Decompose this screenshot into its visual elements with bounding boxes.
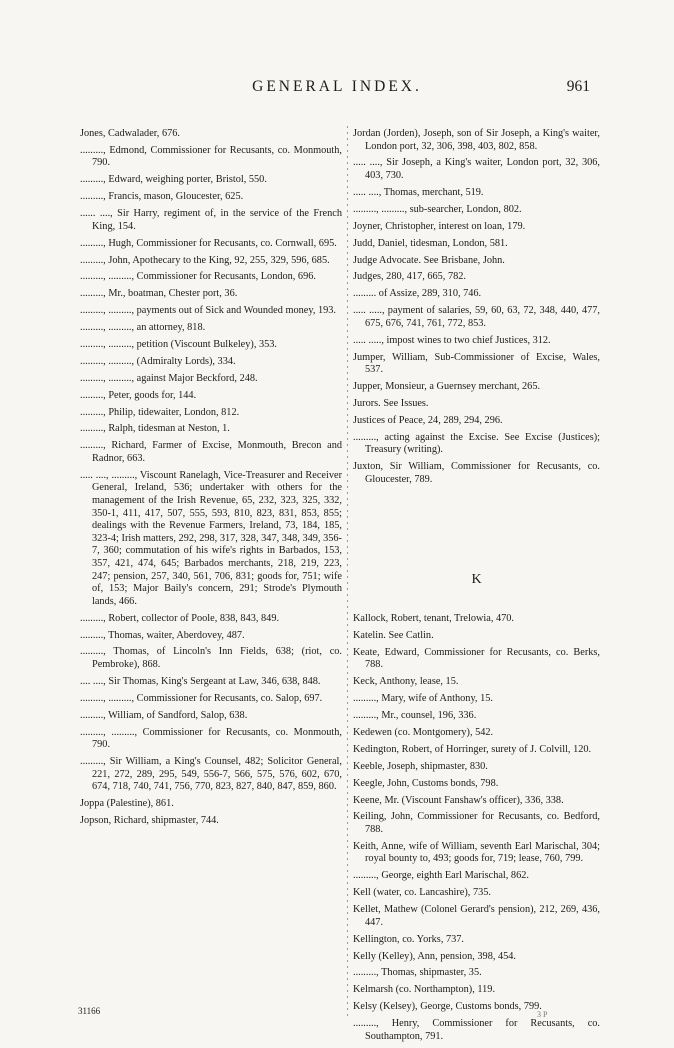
index-entry: Jones, Cadwalader, 676. bbox=[80, 128, 180, 139]
index-entry: ........., ........., payments out of Sick and Wounded money, 193. bbox=[80, 305, 336, 317]
index-entry: Joyner, Christopher, interest on loan, 179. bbox=[353, 220, 526, 232]
index-entry: ..... ...., Thomas, merchant, 519. bbox=[353, 186, 484, 198]
index-entry: ........., ........., Commissioner for Recusants, co. Salop, 697. bbox=[80, 692, 323, 704]
index-entry: Kellet, Mathew (Colonel Gerard's pension), 212, 269, 436, 447. bbox=[353, 904, 600, 928]
index-entry: ........., ........., petition (Viscount Bulkeley), 353. bbox=[80, 338, 278, 350]
index-entry: ........., Mr., counsel, 196, 336. bbox=[353, 710, 477, 722]
index-entry: Jurors. See Issues. bbox=[353, 397, 429, 409]
index-entry: Kelmarsh (co. Northampton), 119. bbox=[353, 984, 496, 996]
index-entry: ........., Richard, Farmer of Excise, Monmouth, Brecon and Radnor, 663. bbox=[80, 440, 342, 464]
index-entry: Jopson, Richard, shipmaster, 744. bbox=[80, 815, 219, 827]
page-number: 961 bbox=[566, 78, 590, 95]
index-entry: ........., ........., against Major Beckford, 248. bbox=[80, 372, 258, 384]
index-entry: ........., Sir William, a King's Counsel, 482; Solicitor General, 221, 272, 289, 295, 549, 556-7, 566, 575, 576, 602, 670, 674, 718, 740, 741, 756, 770, 823, 827, 840, 847, 859, 860. bbox=[80, 756, 342, 793]
index-entry: Keate, Edward, Commissioner for Recusants, co. Berks, 788. bbox=[353, 646, 600, 671]
index-entry: Kedington, Robert, of Horringer, surety of J. Colvill, 120. bbox=[353, 743, 592, 755]
left-column bbox=[80, 128, 342, 832]
index-entry: Kedewen (co. Montgomery), 542. bbox=[353, 726, 494, 738]
j-entries bbox=[353, 128, 600, 486]
index-entry: Keith, Anne, wife of William, seventh Earl Marischal, 304; royal bounty to, 493; goods for, 719; lease, 760, 799. bbox=[353, 840, 600, 865]
page-title: GENERAL INDEX. bbox=[252, 78, 422, 95]
index-entry: ........., ........., Commissioner for Recusants, London, 696. bbox=[80, 271, 316, 283]
index-entry: ........., Ralph, tidesman at Neston, 1. bbox=[80, 423, 230, 435]
index-entry: ........., Robert, collector of Poole, 838, 843, 849. bbox=[80, 612, 280, 624]
index-entry: ........., John, Apothecary to the King, 92, 255, 329, 596, 685. bbox=[80, 254, 330, 266]
index-entry: ........., acting against the Excise. See Excise (Justices); Treasury (writing). bbox=[353, 431, 600, 456]
index-entry: Justices of Peace, 24, 289, 294, 296. bbox=[353, 414, 503, 426]
index-entry: Juxton, Sir William, Commissioner for Recusants, co. Gloucester, 789. bbox=[353, 461, 600, 485]
index-entry: Joppa (Palestine), 861. bbox=[80, 798, 174, 810]
index-entry: ........., Philip, tidewaiter, London, 812. bbox=[80, 406, 240, 418]
index-entry: ........., ........., Commissioner for Recusants, co. Monmouth, 790. bbox=[80, 726, 342, 751]
index-entry: ........., Edmond, Commissioner for Recusants, co. Monmouth, 790. bbox=[80, 144, 342, 169]
index-entry: ......... of Assize, 289, 310, 746. bbox=[353, 288, 482, 300]
index-entry: ........., Mr., boatman, Chester port, 36. bbox=[80, 288, 238, 300]
index-entry: Kellington, co. Yorks, 737. bbox=[353, 933, 464, 945]
index-entry: Keck, Anthony, lease, 15. bbox=[353, 676, 459, 688]
index-entry: ..... ....., payment of salaries, 59, 60, 63, 72, 348, 440, 477, 675, 676, 741, 761, 772, 853. bbox=[353, 305, 600, 329]
index-entry: ........., Thomas, waiter, Aberdovey, 487. bbox=[80, 629, 245, 641]
index-entry: ........., ........., an attorney, 818. bbox=[80, 322, 206, 334]
index-entry: Kelly (Kelley), Ann, pension, 398, 454. bbox=[353, 950, 517, 962]
index-entry: Kell (water, co. Lancashire), 735. bbox=[353, 887, 491, 899]
index-entry: Keegle, John, Customs bonds, 798. bbox=[353, 777, 499, 789]
index-entry: ........., Edward, weighing porter, Bristol, 550. bbox=[80, 174, 267, 186]
index-entry: Keiling, John, Commissioner for Recusants, co. Bedford, 788. bbox=[353, 811, 600, 835]
index-entry: Katelin. See Catlin. bbox=[353, 629, 434, 641]
column-divider bbox=[347, 126, 348, 1016]
index-entry: ........., ........., sub-searcher, London, 802. bbox=[353, 203, 522, 215]
index-entry: ........., Mary, wife of Anthony, 15. bbox=[353, 693, 493, 705]
index-entry: ........., ........., (Admiralty Lords), 334. bbox=[80, 355, 236, 367]
page-header bbox=[0, 78, 674, 102]
index-entry: Keeble, Joseph, shipmaster, 830. bbox=[353, 760, 488, 772]
index-entry: Kallock, Robert, tenant, Trelowia, 470. bbox=[353, 613, 515, 624]
right-column bbox=[353, 128, 600, 1048]
index-entry: ...... ...., Sir Harry, regiment of, in the service of the French King, 154. bbox=[80, 208, 342, 232]
section-letter-k: K bbox=[471, 572, 482, 588]
footer-code: 31166 bbox=[78, 1006, 101, 1016]
index-entry: Keene, Mr. (Viscount Fanshaw's officer), 336, 338. bbox=[353, 794, 564, 806]
index-entry: Kelsy (Kelsey), George, Customs bonds, 799. bbox=[353, 1001, 542, 1013]
index-entry: ........., Thomas, shipmaster, 35. bbox=[353, 967, 482, 979]
index-entry: ........., George, eighth Earl Marischal, 862. bbox=[353, 870, 529, 882]
footer-signature: 3 P bbox=[537, 1010, 548, 1019]
index-entry: Judges, 280, 417, 665, 782. bbox=[353, 271, 466, 283]
index-entry: ........., Henry, Commissioner for Recusants, co. Southampton, 791. bbox=[353, 1018, 600, 1042]
index-entry: Jupper, Monsieur, a Guernsey merchant, 265. bbox=[353, 381, 541, 393]
index-entry: ..... ...., ........., Viscount Ranelagh, Vice-Treasurer and Receiver General, Ireland, 536; undertaker with others for the management of the Irish Revenue, 65, 232, 323, 325, 332, 350-1, 411, 417, 507, 555, 593, 810, 823, 831, 853, 855; dealings with the Revenue Farmers, Ireland, 73, 184, 185, 323-4; Irish matters, 292, 298, 317, 328, 347, 348, 349, 356-7, 360; commutation of his wife's rights in Barbados, 153, 357, 421, 474, 645; Barbados merchants, 218, 219, 223, 247; pension, 257, 340, 561, 706, 831; goods for, 751; wife of, 153; Major Baily's concern, 291; Strode's Plymouth lands, 466. bbox=[80, 469, 342, 607]
index-entry: ........., Hugh, Commissioner for Recusants, co. Cornwall, 695. bbox=[80, 237, 337, 249]
index-entry: ..... ....., impost wines to two chief Justices, 312. bbox=[353, 334, 551, 346]
k-entries bbox=[353, 613, 600, 1043]
index-entry: ........., Peter, goods for, 144. bbox=[80, 389, 197, 401]
index-entry: Judge Advocate. See Brisbane, John. bbox=[353, 254, 505, 266]
index-entry: ........., William, of Sandford, Salop, 638. bbox=[80, 709, 248, 721]
index-entry: ........., Francis, mason, Gloucester, 625. bbox=[80, 191, 244, 203]
index-entry: ........., Thomas, of Lincoln's Inn Fields, 638; (riot, co. Pembroke), 868. bbox=[80, 646, 342, 671]
index-entry: Jumper, William, Sub-Commissioner of Excise, Wales, 537. bbox=[353, 351, 600, 376]
index-entry: Jordan (Jorden), Joseph, son of Sir Joseph, a King's waiter, London port, 32, 306, 398, 403, 802, 858. bbox=[353, 128, 600, 152]
index-entry: Judd, Daniel, tidesman, London, 581. bbox=[353, 237, 508, 249]
index-entry: ..... ...., Sir Joseph, a King's waiter, London port, 32, 306, 403, 730. bbox=[353, 157, 600, 182]
index-entry: .... ...., Sir Thomas, King's Sergeant at Law, 346, 638, 848. bbox=[80, 675, 321, 687]
